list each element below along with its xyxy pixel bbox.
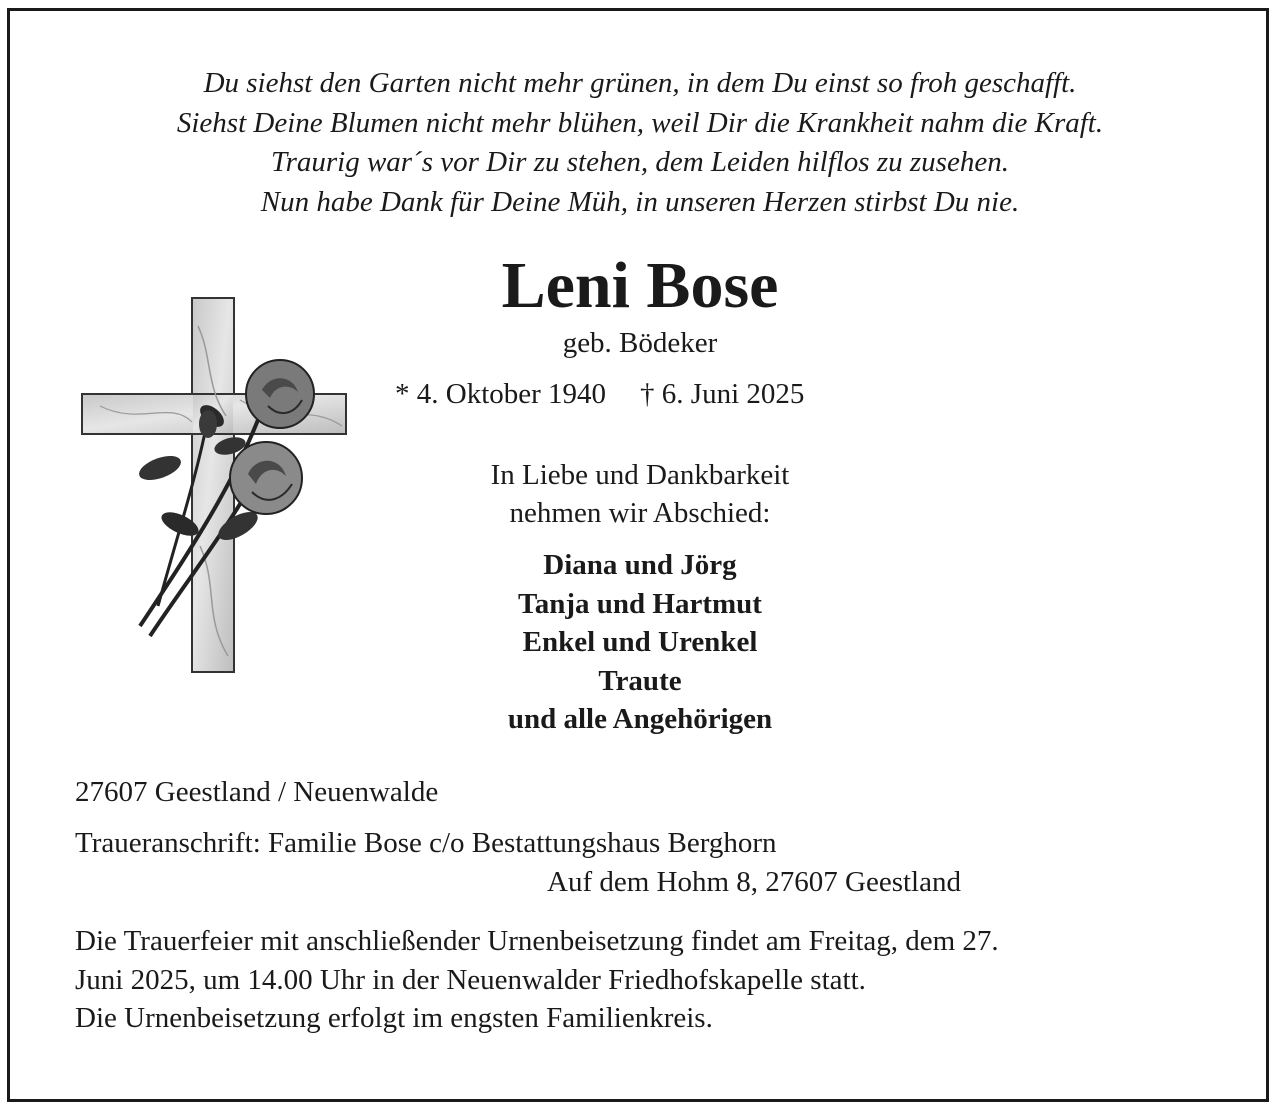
poem xyxy=(0,64,1280,222)
address-line: Traueranschrift: Familie Bose c/o Bestattungshaus Berghorn xyxy=(75,827,777,859)
location: 27607 Geestland / Neuenwalde xyxy=(75,776,439,808)
funeral-line: Juni 2025, um 14.00 Uhr in der Neuenwalder Friedhofskapelle statt. xyxy=(75,963,866,996)
farewell-line: In Liebe und Dankbarkeit xyxy=(490,459,790,491)
life-dates xyxy=(395,374,915,414)
poem-line: Traurig war´s vor Dir zu stehen, dem Leiden hilflos zu zusehen. xyxy=(271,146,1009,178)
birth-date: * 4. Oktober 1940 xyxy=(395,378,607,410)
mourner: Tanja und Hartmut xyxy=(518,587,762,620)
mourners-list xyxy=(0,546,1280,739)
death-date: † 6. Juni 2025 xyxy=(640,378,805,410)
mourner: Enkel und Urenkel xyxy=(522,626,758,658)
funeral-line: Die Trauerfeier mit anschließender Urnenbeisetzung findet am Freitag, dem 27. xyxy=(75,925,999,957)
deceased-name: Leni Bose xyxy=(501,249,779,322)
mourner: Diana und Jörg xyxy=(543,549,737,581)
mourning-address xyxy=(75,824,961,902)
mourner: Traute xyxy=(598,664,682,697)
funeral-line: Die Urnenbeisetzung erfolgt im engsten Familienkreis. xyxy=(75,1002,713,1034)
poem-line: Siehst Deine Blumen nicht mehr blühen, weil Dir die Krankheit nahm die Kraft. xyxy=(176,106,1104,139)
birth-name: geb. Bödeker xyxy=(562,327,718,359)
farewell-line: nehmen wir Abschied: xyxy=(509,497,771,529)
mourner: und alle Angehörigen xyxy=(507,703,773,735)
poem-line: Nun habe Dank für Deine Müh, in unseren Herzen stirbst Du nie. xyxy=(260,185,1020,218)
poem-line: Du siehst den Garten nicht mehr grünen, in dem Du einst so froh geschafft. xyxy=(203,67,1077,99)
farewell-text xyxy=(0,456,1280,532)
address-street: Auf dem Hohm 8, 27607 Geestland xyxy=(547,866,961,898)
funeral-info xyxy=(75,922,1225,1038)
